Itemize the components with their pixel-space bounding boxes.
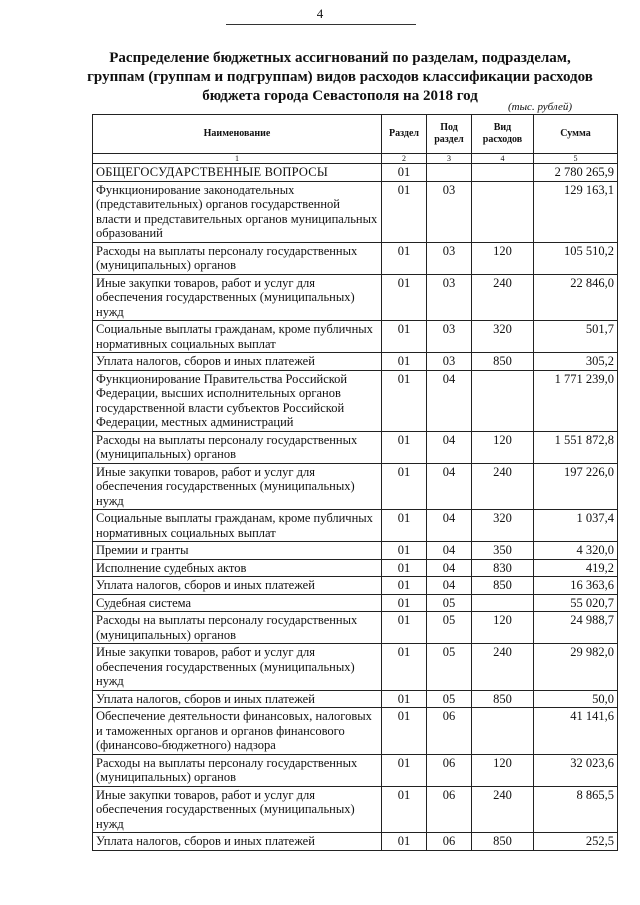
row-amount: 55 020,7 [534,594,618,612]
row-section: 01 [382,181,427,242]
row-expense-type [472,181,534,242]
row-subsection: 04 [427,463,472,510]
row-expense-type: 850 [472,577,534,595]
row-expense-type [472,164,534,182]
row-name: Социальные выплаты гражданам, кроме публичных нормативных социальных выплат [93,321,382,353]
table-row [93,242,618,274]
header-expense-type-line-2: расходов [482,134,523,145]
table-row [93,353,618,371]
header-amount: Сумма [534,115,618,154]
row-name: Премии и гранты [93,542,382,560]
row-section: 01 [382,542,427,560]
column-number: 5 [534,154,618,164]
row-amount: 197 226,0 [534,463,618,510]
row-expense-type: 850 [472,690,534,708]
row-amount: 50,0 [534,690,618,708]
row-amount: 24 988,7 [534,612,618,644]
row-name: ОБЩЕГОСУДАРСТВЕННЫЕ ВОПРОСЫ [93,164,382,182]
row-expense-type [472,370,534,431]
row-section: 01 [382,164,427,182]
table-row [93,321,618,353]
row-subsection: 04 [427,542,472,560]
row-expense-type: 120 [472,242,534,274]
row-amount: 8 865,5 [534,786,618,833]
table-body [93,164,618,851]
row-name: Расходы на выплаты персоналу государственных (муниципальных) органов [93,242,382,274]
row-name: Функционирование Правительства Российской Федерации, высших исполнительных органов государственной власти субъектов Российской Федерации, местных администраций [93,370,382,431]
row-subsection: 04 [427,510,472,542]
row-expense-type: 320 [472,510,534,542]
row-amount: 105 510,2 [534,242,618,274]
table-row [93,833,618,851]
budget-table [92,114,618,851]
row-name: Функционирование законодательных (представительных) органов государственной власти и представительных органов муниципальных образований [93,181,382,242]
row-expense-type: 830 [472,559,534,577]
title-line-3: бюджета города Севастополя на 2018 год [202,88,478,104]
row-amount: 1 551 872,8 [534,431,618,463]
column-number: 2 [382,154,427,164]
column-number: 3 [427,154,472,164]
row-amount: 4 320,0 [534,542,618,560]
table-row [93,594,618,612]
table-row [93,181,618,242]
row-section: 01 [382,754,427,786]
table-row [93,542,618,560]
row-section: 01 [382,559,427,577]
title-line-2: группам (группам и подгруппам) видов расходов классификации расходов [87,69,593,85]
row-amount: 41 141,6 [534,708,618,755]
row-expense-type: 850 [472,353,534,371]
row-section: 01 [382,510,427,542]
row-subsection: 04 [427,559,472,577]
row-name: Иные закупки товаров, работ и услуг для обеспечения государственных (муниципальных) нужд [93,786,382,833]
row-name: Расходы на выплаты персоналу государственных (муниципальных) органов [93,612,382,644]
table-row [93,690,618,708]
row-expense-type: 120 [472,754,534,786]
row-expense-type: 120 [472,612,534,644]
row-subsection: 03 [427,274,472,321]
header-subsection [427,115,472,154]
column-number-row [93,154,618,164]
row-section: 01 [382,242,427,274]
row-subsection: 04 [427,431,472,463]
table-row [93,577,618,595]
row-amount: 22 846,0 [534,274,618,321]
row-name: Иные закупки товаров, работ и услуг для обеспечения государственных (муниципальных) нужд [93,274,382,321]
table-row [93,786,618,833]
row-amount: 501,7 [534,321,618,353]
row-amount: 252,5 [534,833,618,851]
table-row [93,463,618,510]
row-amount: 419,2 [534,559,618,577]
row-expense-type [472,708,534,755]
row-name: Уплата налогов, сборов и иных платежей [93,690,382,708]
header-name: Наименование [93,115,382,154]
header-section: Раздел [382,115,427,154]
row-amount: 2 780 265,9 [534,164,618,182]
row-expense-type: 850 [472,833,534,851]
row-section: 01 [382,321,427,353]
row-name: Уплата налогов, сборов и иных платежей [93,353,382,371]
row-section: 01 [382,690,427,708]
table-row [93,644,618,691]
row-amount: 1 771 239,0 [534,370,618,431]
header-expense-type [472,115,534,154]
row-section: 01 [382,644,427,691]
column-number: 4 [472,154,534,164]
row-subsection: 05 [427,644,472,691]
row-subsection: 04 [427,370,472,431]
row-subsection: 03 [427,242,472,274]
row-subsection: 06 [427,786,472,833]
table-row [93,612,618,644]
row-section: 01 [382,594,427,612]
row-name: Судебная система [93,594,382,612]
row-name: Иные закупки товаров, работ и услуг для обеспечения государственных (муниципальных) нужд [93,463,382,510]
row-expense-type: 320 [472,321,534,353]
row-subsection [427,164,472,182]
row-subsection: 06 [427,833,472,851]
table-row [93,431,618,463]
row-subsection: 05 [427,612,472,644]
row-name: Расходы на выплаты персоналу государственных (муниципальных) органов [93,754,382,786]
row-expense-type: 240 [472,463,534,510]
header-subsection-line-2: раздел [434,134,464,145]
row-name: Уплата налогов, сборов и иных платежей [93,577,382,595]
row-name: Социальные выплаты гражданам, кроме публичных нормативных социальных выплат [93,510,382,542]
row-expense-type [472,594,534,612]
units-note: (тыс. рублей) [508,101,573,113]
table-row [93,559,618,577]
row-amount: 16 363,6 [534,577,618,595]
row-subsection: 05 [427,594,472,612]
row-subsection: 03 [427,321,472,353]
table-row [93,510,618,542]
row-name: Исполнение судебных актов [93,559,382,577]
row-section: 01 [382,612,427,644]
row-subsection: 03 [427,353,472,371]
row-amount: 29 982,0 [534,644,618,691]
row-expense-type: 240 [472,786,534,833]
row-section: 01 [382,463,427,510]
row-expense-type: 120 [472,431,534,463]
column-number: 1 [93,154,382,164]
header-expense-type-line-1: Вид [493,122,512,133]
document-title [60,49,620,106]
row-section: 01 [382,833,427,851]
row-amount: 129 163,1 [534,181,618,242]
table-row [93,754,618,786]
row-section: 01 [382,370,427,431]
table-header-row [93,115,618,154]
table-row [93,370,618,431]
row-section: 01 [382,708,427,755]
row-section: 01 [382,274,427,321]
table-row [93,274,618,321]
header-divider [226,24,416,25]
row-name: Расходы на выплаты персоналу государственных (муниципальных) органов [93,431,382,463]
row-section: 01 [382,577,427,595]
row-section: 01 [382,353,427,371]
row-name: Иные закупки товаров, работ и услуг для обеспечения государственных (муниципальных) нужд [93,644,382,691]
row-expense-type: 350 [472,542,534,560]
row-expense-type: 240 [472,644,534,691]
row-section: 01 [382,786,427,833]
row-section: 01 [382,431,427,463]
row-subsection: 06 [427,708,472,755]
row-subsection: 03 [427,181,472,242]
row-subsection: 06 [427,754,472,786]
row-subsection: 05 [427,690,472,708]
row-subsection: 04 [427,577,472,595]
page-number: 4 [316,6,324,21]
row-amount: 32 023,6 [534,754,618,786]
table-row [93,164,618,182]
row-name: Обеспечение деятельности финансовых, налоговых и таможенных органов и органов финансового (финансово-бюджетного) надзора [93,708,382,755]
row-amount: 305,2 [534,353,618,371]
title-line-1: Распределение бюджетных ассигнований по разделам, подразделам, [109,50,571,66]
header-subsection-line-1: Под [440,122,458,133]
row-expense-type: 240 [472,274,534,321]
table-row [93,708,618,755]
row-amount: 1 037,4 [534,510,618,542]
row-name: Уплата налогов, сборов и иных платежей [93,833,382,851]
